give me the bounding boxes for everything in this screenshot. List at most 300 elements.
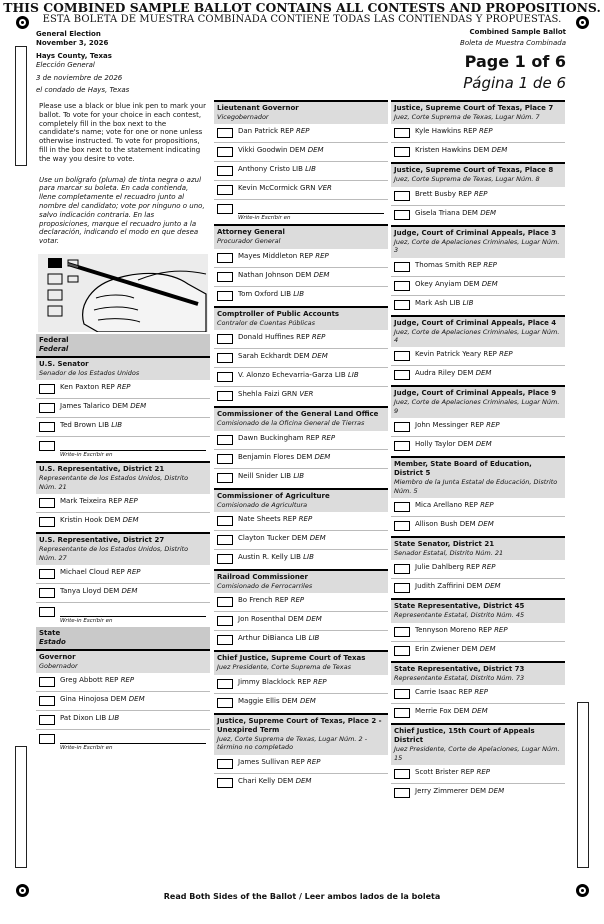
vote-box[interactable] xyxy=(217,679,233,689)
candidate-name: Kristen Hawkins xyxy=(415,146,472,155)
candidate-name: Carrie Isaac xyxy=(415,688,457,697)
candidate-option[interactable] xyxy=(391,437,565,456)
candidate-label xyxy=(60,695,145,703)
vote-box[interactable] xyxy=(217,253,233,263)
candidate-party: REP xyxy=(104,676,119,685)
candidate-option[interactable] xyxy=(391,258,565,277)
vote-box[interactable] xyxy=(394,521,410,531)
write-in-option[interactable] xyxy=(36,437,210,461)
candidate-name: Merrie Fox xyxy=(415,707,452,716)
candidate-party: DEM xyxy=(466,582,483,591)
instructions-en: Please use a black or blue ink pen to mark your ballot. To vote for your choice in each contest, completely fill in the box next to the candidate's name; vote for one or none unless otherwise instructed. To vote for propositions, fill in the box next to the statement indicating the way you desire to vote. xyxy=(39,102,206,163)
vote-box[interactable] xyxy=(217,516,233,526)
candidate-option[interactable] xyxy=(391,579,565,598)
race-contest xyxy=(391,225,565,315)
ballot-column-1 xyxy=(36,100,210,754)
candidate-option[interactable] xyxy=(36,399,210,418)
vote-box[interactable] xyxy=(39,715,55,725)
candidate-option[interactable] xyxy=(214,694,388,713)
vote-box[interactable] xyxy=(394,788,410,798)
write-in-option[interactable] xyxy=(36,603,210,627)
vote-box[interactable] xyxy=(217,204,233,214)
candidate-label xyxy=(238,434,335,442)
write-in-line[interactable] xyxy=(60,450,206,451)
candidate-name: Clayton Tucker xyxy=(238,534,290,543)
candidate-party: DEM xyxy=(463,279,480,288)
vote-box[interactable] xyxy=(217,778,233,788)
candidate-option[interactable] xyxy=(214,368,388,387)
ballot-title-es: ESTA BOLETA DE MUESTRA COMBINADA CONTIENE TODAS LAS CONTIENDAS Y PROPUESTAS. xyxy=(42,14,562,25)
candidate-party: REP xyxy=(470,421,484,430)
candidate-party-es: DEM xyxy=(305,615,322,624)
candidate-party: DEM xyxy=(470,787,487,796)
candidate-name: Kyle Hawkins xyxy=(415,127,462,136)
race-title: Judge, Court of Criminal Appeals, Place 4 xyxy=(394,318,557,327)
candidate-party: REP xyxy=(111,567,125,576)
candidate-party: REP xyxy=(458,189,472,198)
vote-box[interactable] xyxy=(217,473,233,483)
vote-box[interactable] xyxy=(39,734,55,744)
vote-box[interactable] xyxy=(217,454,233,464)
race-header xyxy=(36,651,210,673)
candidate-label xyxy=(238,697,316,705)
candidate-label xyxy=(415,299,473,307)
write-in-label-es: Escribir en xyxy=(83,452,113,459)
vote-box[interactable] xyxy=(217,698,233,708)
candidate-name: Dan Patrick xyxy=(238,127,279,136)
candidate-option[interactable] xyxy=(214,124,388,143)
candidate-party-es: REP xyxy=(296,127,310,136)
vote-box[interactable] xyxy=(39,696,55,706)
timing-mark-icon xyxy=(576,16,589,29)
race-title-es: Comisionado de la Oficina General de Tierras xyxy=(217,419,365,428)
candidate-option[interactable] xyxy=(214,774,388,793)
candidate-party-es: DEM xyxy=(475,369,492,378)
candidate-party-es: REP xyxy=(313,677,327,686)
vote-box[interactable] xyxy=(39,384,55,394)
candidate-option[interactable] xyxy=(391,366,565,385)
page-number-es: Página 1 de 6 xyxy=(463,74,566,92)
race-contest xyxy=(214,650,388,712)
candidate-option[interactable] xyxy=(391,418,565,437)
candidate-option[interactable] xyxy=(214,512,388,531)
race-title-es: Representante de los Estados Unidos, Distrito Núm. 21 xyxy=(39,474,189,491)
candidate-label xyxy=(238,371,359,379)
candidate-option[interactable] xyxy=(391,277,565,296)
candidate-option[interactable] xyxy=(391,642,565,661)
candidate-party: DEM xyxy=(462,208,478,217)
candidate-party-es: DEM xyxy=(122,516,139,525)
candidate-party: LIB xyxy=(334,371,346,380)
candidate-label xyxy=(238,553,314,561)
write-in-line[interactable] xyxy=(60,616,206,617)
candidate-party-es: REP xyxy=(120,676,135,685)
candidate-option[interactable] xyxy=(214,162,388,181)
candidate-option[interactable] xyxy=(391,347,565,366)
candidate-option[interactable] xyxy=(391,143,565,162)
vote-box[interactable] xyxy=(39,588,55,598)
candidate-option[interactable] xyxy=(214,143,388,162)
candidate-option[interactable] xyxy=(391,623,565,642)
candidate-label xyxy=(238,678,327,686)
candidate-party-es: DEM xyxy=(475,440,492,449)
candidate-option[interactable] xyxy=(391,187,565,206)
candidate-party-es: REP xyxy=(479,127,493,136)
candidate-party: DEM xyxy=(287,615,304,624)
race-header xyxy=(36,534,210,565)
vote-box[interactable] xyxy=(217,334,233,344)
vote-box[interactable] xyxy=(217,372,233,382)
candidate-option[interactable] xyxy=(36,584,210,603)
candidate-option[interactable] xyxy=(214,349,388,368)
candidate-option[interactable] xyxy=(214,631,388,650)
candidate-party-es: DEM xyxy=(491,146,508,155)
candidate-option[interactable] xyxy=(214,249,388,268)
vote-box[interactable] xyxy=(217,391,233,401)
race-title-es: Juez Presidente, Corte de Apelaciones, Lugar Núm. 15 xyxy=(394,745,560,762)
candidate-party-es: REP xyxy=(476,768,490,777)
section-header-federal xyxy=(36,334,210,356)
candidate-option[interactable] xyxy=(391,498,565,517)
vote-box[interactable] xyxy=(39,677,55,687)
vote-box[interactable] xyxy=(217,616,233,626)
candidate-label xyxy=(60,714,119,722)
candidate-option[interactable] xyxy=(214,593,388,612)
candidate-party-es: DEM xyxy=(471,707,488,716)
race-title: U.S. Senator xyxy=(39,359,89,368)
write-in-line[interactable] xyxy=(238,213,384,214)
vote-box[interactable] xyxy=(217,272,233,282)
candidate-label xyxy=(238,515,312,523)
candidate-label xyxy=(238,146,324,154)
candidate-party: LIB xyxy=(295,634,307,643)
vote-box[interactable] xyxy=(394,441,410,451)
candidate-party-es: REP xyxy=(494,625,508,634)
ballot-type-info xyxy=(460,28,566,48)
vote-box[interactable] xyxy=(394,502,410,512)
candidate-label xyxy=(238,777,311,785)
candidate-option[interactable] xyxy=(391,560,565,579)
candidate-option[interactable] xyxy=(36,418,210,437)
candidate-name: Anthony Cristo xyxy=(238,165,290,174)
candidate-label xyxy=(238,758,320,766)
candidate-party-es: DEM xyxy=(488,787,505,796)
write-in-label xyxy=(238,215,290,221)
race-header xyxy=(391,538,565,560)
candidate-party-es: DEM xyxy=(480,208,497,217)
candidate-name: Tom Oxford xyxy=(238,289,279,298)
candidate-party-es: LIB xyxy=(305,165,316,174)
vote-box[interactable] xyxy=(217,353,233,363)
race-contest xyxy=(36,461,210,532)
candidate-option[interactable] xyxy=(391,517,565,536)
race-contest xyxy=(391,598,565,660)
candidate-option[interactable] xyxy=(391,296,565,315)
candidate-party-es: DEM xyxy=(307,146,324,155)
vote-box[interactable] xyxy=(394,191,410,201)
candidate-party: DEM xyxy=(103,586,120,595)
vote-box[interactable] xyxy=(394,627,410,637)
ballot-column-2 xyxy=(214,100,388,793)
candidate-party-es: REP xyxy=(306,757,321,766)
candidate-label xyxy=(238,453,330,461)
vote-box[interactable] xyxy=(39,517,55,527)
candidate-label xyxy=(415,209,496,217)
pen-marking-illustration-icon xyxy=(38,254,208,332)
candidate-option[interactable] xyxy=(391,704,565,723)
candidate-option[interactable] xyxy=(214,268,388,287)
candidate-option[interactable] xyxy=(36,565,210,584)
candidate-label xyxy=(415,787,504,795)
vote-box[interactable] xyxy=(217,535,233,545)
race-header xyxy=(214,308,388,330)
vote-box[interactable] xyxy=(217,759,233,769)
candidate-option[interactable] xyxy=(391,784,565,803)
candidate-party: REP xyxy=(297,677,311,686)
candidate-party-es: DEM xyxy=(299,696,316,705)
candidate-party-es: REP xyxy=(481,563,496,572)
candidate-option[interactable] xyxy=(214,330,388,349)
vote-box[interactable] xyxy=(217,597,233,607)
candidate-party: GRN xyxy=(281,390,298,399)
candidate-label xyxy=(238,634,319,642)
ballot-column-3 xyxy=(391,100,565,803)
election-date-es: 3 de noviembre de 2026 xyxy=(36,73,123,82)
candidate-name: Judith Zaffirini xyxy=(415,582,465,591)
vote-box[interactable] xyxy=(217,128,233,138)
candidate-party: LIB xyxy=(95,714,107,723)
candidate-party-es: REP xyxy=(315,251,329,260)
candidate-label xyxy=(60,497,138,505)
write-in-label-en: Write-in xyxy=(60,452,82,459)
sidebar-mark-bottom-left xyxy=(15,746,27,868)
candidate-party: REP xyxy=(280,127,294,136)
candidate-label xyxy=(60,383,131,391)
candidate-label xyxy=(238,615,322,623)
vote-box[interactable] xyxy=(394,689,410,699)
candidate-party: DEM xyxy=(296,452,313,461)
candidate-party-es: REP xyxy=(486,421,500,430)
vote-box[interactable] xyxy=(394,370,410,380)
candidate-option[interactable] xyxy=(214,287,388,306)
candidate-party-es: VER xyxy=(299,390,314,399)
vote-box[interactable] xyxy=(394,262,410,272)
vote-box[interactable] xyxy=(39,441,55,451)
candidate-party: REP xyxy=(291,757,305,766)
vote-box[interactable] xyxy=(217,185,233,195)
candidate-option[interactable] xyxy=(214,450,388,469)
vote-box[interactable] xyxy=(217,147,233,157)
candidate-party-es: REP xyxy=(480,501,494,510)
candidate-option[interactable] xyxy=(391,206,565,225)
section-federal-label-es: Federal xyxy=(39,344,69,353)
race-title: Justice, Supreme Court of Texas, Place 2 - Unexpired Term xyxy=(217,716,382,734)
section-state-label: State xyxy=(39,628,61,637)
race-title: Governor xyxy=(39,652,76,661)
write-in-label-es: Escribir en xyxy=(83,745,113,752)
write-in-label xyxy=(60,745,112,751)
candidate-party-es: REP xyxy=(474,688,488,697)
race-header xyxy=(391,227,565,258)
race-header xyxy=(391,458,565,498)
election-county-es: el condado de Hays, Texas xyxy=(36,86,130,95)
write-in-line[interactable] xyxy=(60,743,206,744)
candidate-name: Nate Sheets xyxy=(238,515,281,524)
candidate-label xyxy=(238,333,325,341)
candidate-party-es: REP xyxy=(474,189,488,198)
candidate-party: REP xyxy=(483,350,497,359)
vote-box[interactable] xyxy=(39,498,55,508)
vote-box[interactable] xyxy=(394,300,410,310)
section-state-label-es: Estado xyxy=(39,637,66,646)
race-header xyxy=(214,571,388,593)
candidate-name: John Messinger xyxy=(415,421,469,430)
candidate-option[interactable] xyxy=(36,692,210,711)
candidate-option[interactable] xyxy=(36,494,210,513)
candidate-name: Vikki Goodwin xyxy=(238,146,288,155)
race-title-es: Comisionado de Ferrocarriles xyxy=(217,582,313,591)
vote-box[interactable] xyxy=(394,708,410,718)
candidate-label xyxy=(415,520,494,528)
vote-box[interactable] xyxy=(394,564,410,574)
vote-box[interactable] xyxy=(394,769,410,779)
candidate-party: LIB xyxy=(280,471,292,480)
race-contest xyxy=(36,356,210,461)
vote-box[interactable] xyxy=(394,281,410,291)
candidate-label xyxy=(415,190,488,198)
candidate-name: Michael Cloud xyxy=(60,567,110,576)
candidate-option[interactable] xyxy=(36,673,210,692)
vote-box[interactable] xyxy=(217,435,233,445)
race-title: Justice, Supreme Court of Texas, Place 7 xyxy=(394,104,554,112)
candidate-option[interactable] xyxy=(214,675,388,694)
vote-box[interactable] xyxy=(217,554,233,564)
vote-box[interactable] xyxy=(39,422,55,432)
write-in-label-es: Escribir en xyxy=(83,617,113,624)
candidate-option[interactable] xyxy=(391,124,565,143)
write-in-label-en: Write-in xyxy=(238,215,260,222)
race-contest xyxy=(391,315,565,386)
candidate-option[interactable] xyxy=(391,685,565,704)
candidate-label xyxy=(238,252,329,260)
candidate-option[interactable] xyxy=(36,711,210,730)
candidate-name: Kevin McCormick xyxy=(238,184,298,193)
candidate-label xyxy=(60,421,122,429)
candidate-name: V. Alonzo Echevarria-Garza xyxy=(238,371,333,380)
race-contest xyxy=(214,569,388,650)
candidate-option[interactable] xyxy=(391,765,565,784)
write-in-label xyxy=(60,452,112,458)
candidate-label xyxy=(415,280,498,288)
race-header xyxy=(214,408,388,430)
candidate-party: LIB xyxy=(292,165,303,174)
candidate-party: REP xyxy=(466,563,480,572)
candidate-party-es: REP xyxy=(311,333,326,342)
race-contest xyxy=(214,713,388,793)
election-name-es: Elección General xyxy=(36,61,95,70)
candidate-option[interactable] xyxy=(214,755,388,774)
candidate-name: Jerry Zimmerer xyxy=(415,787,468,796)
vote-box[interactable] xyxy=(394,128,410,138)
vote-box[interactable] xyxy=(394,147,410,157)
race-title: Justice, Supreme Court of Texas, Place 8 xyxy=(394,166,554,175)
race-contest xyxy=(391,661,565,723)
candidate-option[interactable] xyxy=(36,380,210,399)
candidate-option[interactable] xyxy=(214,550,388,569)
page-number: Page 1 of 6 xyxy=(464,52,566,71)
race-title-es: Juez Presidente, Corte Suprema de Texas xyxy=(217,663,352,672)
vote-box[interactable] xyxy=(217,166,233,176)
candidate-party-es: REP xyxy=(298,515,313,524)
vote-box[interactable] xyxy=(39,607,55,617)
race-title-es: Juez, Corte Suprema de Texas, Lugar Núm. 2 - término no completado xyxy=(217,734,368,752)
race-contest xyxy=(391,100,565,162)
candidate-option[interactable] xyxy=(214,531,388,550)
candidate-option[interactable] xyxy=(214,387,388,406)
vote-box[interactable] xyxy=(39,569,55,579)
race-title-es: Comisionado de Agricultura xyxy=(217,500,308,509)
race-title-es: Juez, Corte de Apelaciones Criminales, Lugar Núm. 4 xyxy=(394,327,560,345)
candidate-option[interactable] xyxy=(214,431,388,450)
race-header xyxy=(214,226,388,248)
race-contest xyxy=(214,306,388,406)
candidate-party: REP xyxy=(305,433,320,442)
race-title: State Senator, District 21 xyxy=(394,540,495,549)
candidate-label xyxy=(415,563,495,571)
write-in-option[interactable] xyxy=(214,200,388,224)
candidate-party: REP xyxy=(299,251,313,260)
race-contest xyxy=(36,649,210,754)
vote-box[interactable] xyxy=(394,422,410,432)
candidate-name: Neill Snider xyxy=(238,471,279,480)
vote-box[interactable] xyxy=(394,646,410,656)
candidate-party-es: REP xyxy=(117,383,131,392)
candidate-label xyxy=(415,688,488,696)
candidate-label xyxy=(238,184,332,192)
race-title-es: Juez, Corte Suprema de Texas, Lugar Núm. 7 xyxy=(394,113,540,121)
candidate-label xyxy=(415,582,501,590)
candidate-label xyxy=(238,352,328,360)
candidate-name: Ted Brown xyxy=(60,421,97,430)
candidate-party: REP xyxy=(463,127,477,136)
write-in-option[interactable] xyxy=(36,730,210,754)
candidate-option[interactable] xyxy=(214,469,388,488)
race-title-es: Procurador General xyxy=(217,237,281,246)
candidate-label xyxy=(415,626,508,634)
race-title: State Representative, District 45 xyxy=(394,602,525,611)
race-contest xyxy=(391,723,565,803)
vote-box[interactable] xyxy=(217,635,233,645)
candidate-option[interactable] xyxy=(36,513,210,532)
vote-box[interactable] xyxy=(394,210,410,220)
vote-box[interactable] xyxy=(39,403,55,413)
race-title-es: Vicegobernador xyxy=(217,113,269,121)
candidate-label xyxy=(415,501,494,509)
race-title: Comptroller of Public Accounts xyxy=(217,309,340,318)
vote-box[interactable] xyxy=(217,291,233,301)
candidate-party-es: LIB xyxy=(108,714,120,723)
candidate-option[interactable] xyxy=(214,181,388,200)
vote-box[interactable] xyxy=(394,351,410,361)
write-in-label-en: Write-in xyxy=(60,617,82,624)
candidate-party-es: DEM xyxy=(130,402,147,411)
election-info xyxy=(36,30,129,95)
candidate-party: REP xyxy=(460,768,475,777)
candidate-name: Brett Busby xyxy=(415,189,457,198)
vote-box[interactable] xyxy=(394,583,410,593)
candidate-label xyxy=(238,271,329,279)
candidate-option[interactable] xyxy=(214,612,388,631)
